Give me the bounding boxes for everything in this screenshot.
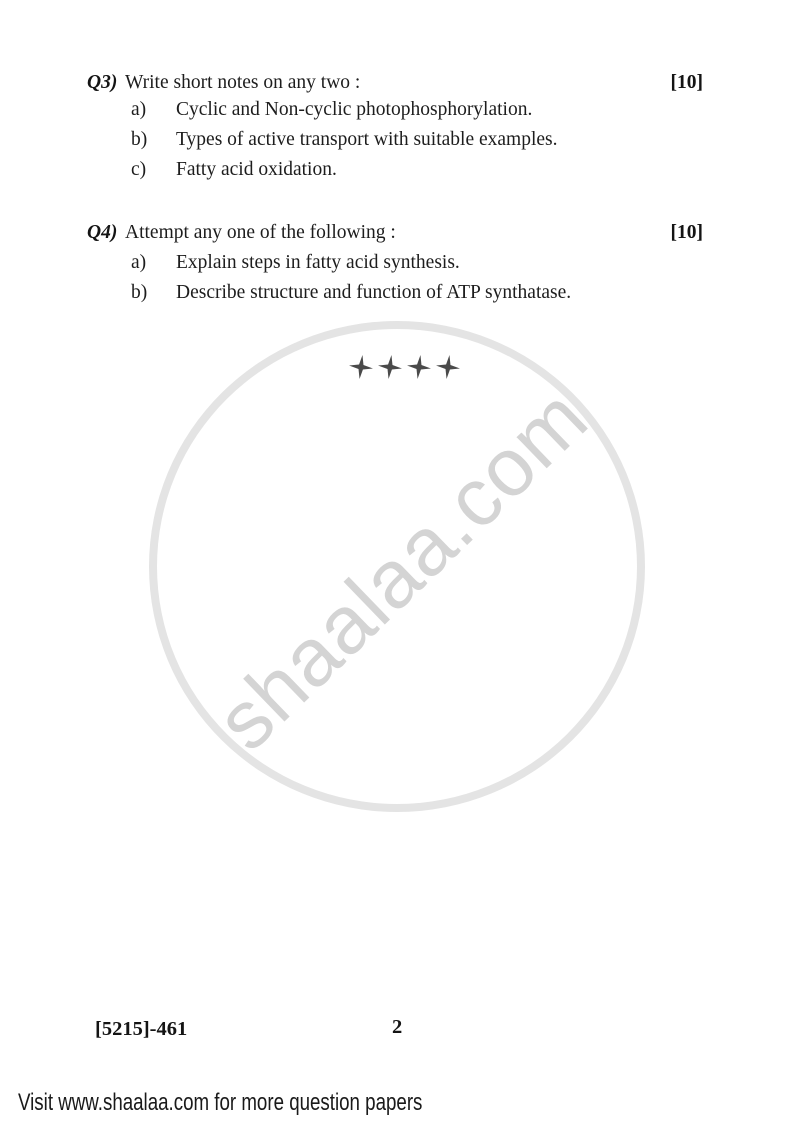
four-pointed-star-icon: [405, 353, 434, 382]
item-text: Fatty acid oxidation.: [176, 159, 337, 180]
end-of-paper-marker: [348, 354, 461, 380]
item-label: a): [131, 99, 147, 120]
question-item: [0, 130, 800, 152]
four-pointed-star-icon: [347, 353, 376, 382]
four-pointed-star-icon: [434, 353, 463, 382]
promo-text: Visit www.shaalaa.com for more question papers: [18, 1089, 423, 1116]
question-number: Q4): [87, 222, 118, 243]
item-text: Cyclic and Non-cyclic photophosphorylation.: [176, 99, 533, 120]
shaalaa-watermark-ring: [149, 321, 645, 812]
question-number: Q3): [87, 72, 118, 93]
item-label: c): [131, 159, 147, 180]
item-text: Describe structure and function of ATP synthatase.: [176, 282, 572, 303]
item-text: Explain steps in fatty acid synthesis.: [176, 252, 460, 273]
item-label: b): [131, 129, 148, 150]
question-item: [0, 100, 800, 122]
paper-code: [5215]-461: [95, 1018, 188, 1040]
question-item: [0, 283, 800, 305]
question-text: Attempt any one of the following :: [125, 222, 396, 243]
item-label: b): [131, 282, 148, 303]
question-heading: [0, 73, 800, 95]
shaalaa-watermark-text: shaalaa.com: [199, 371, 606, 768]
question-heading: [0, 223, 800, 245]
item-text: Types of active transport with suitable examples.: [176, 129, 558, 150]
question-item: [0, 160, 800, 182]
question-item: [0, 253, 800, 275]
marks-badge: [10]: [670, 72, 703, 93]
page-number: 2: [392, 1016, 403, 1038]
question-text: Write short notes on any two :: [125, 72, 361, 93]
marks-badge: [10]: [670, 222, 703, 243]
four-pointed-star-icon: [376, 353, 405, 382]
item-label: a): [131, 252, 147, 273]
